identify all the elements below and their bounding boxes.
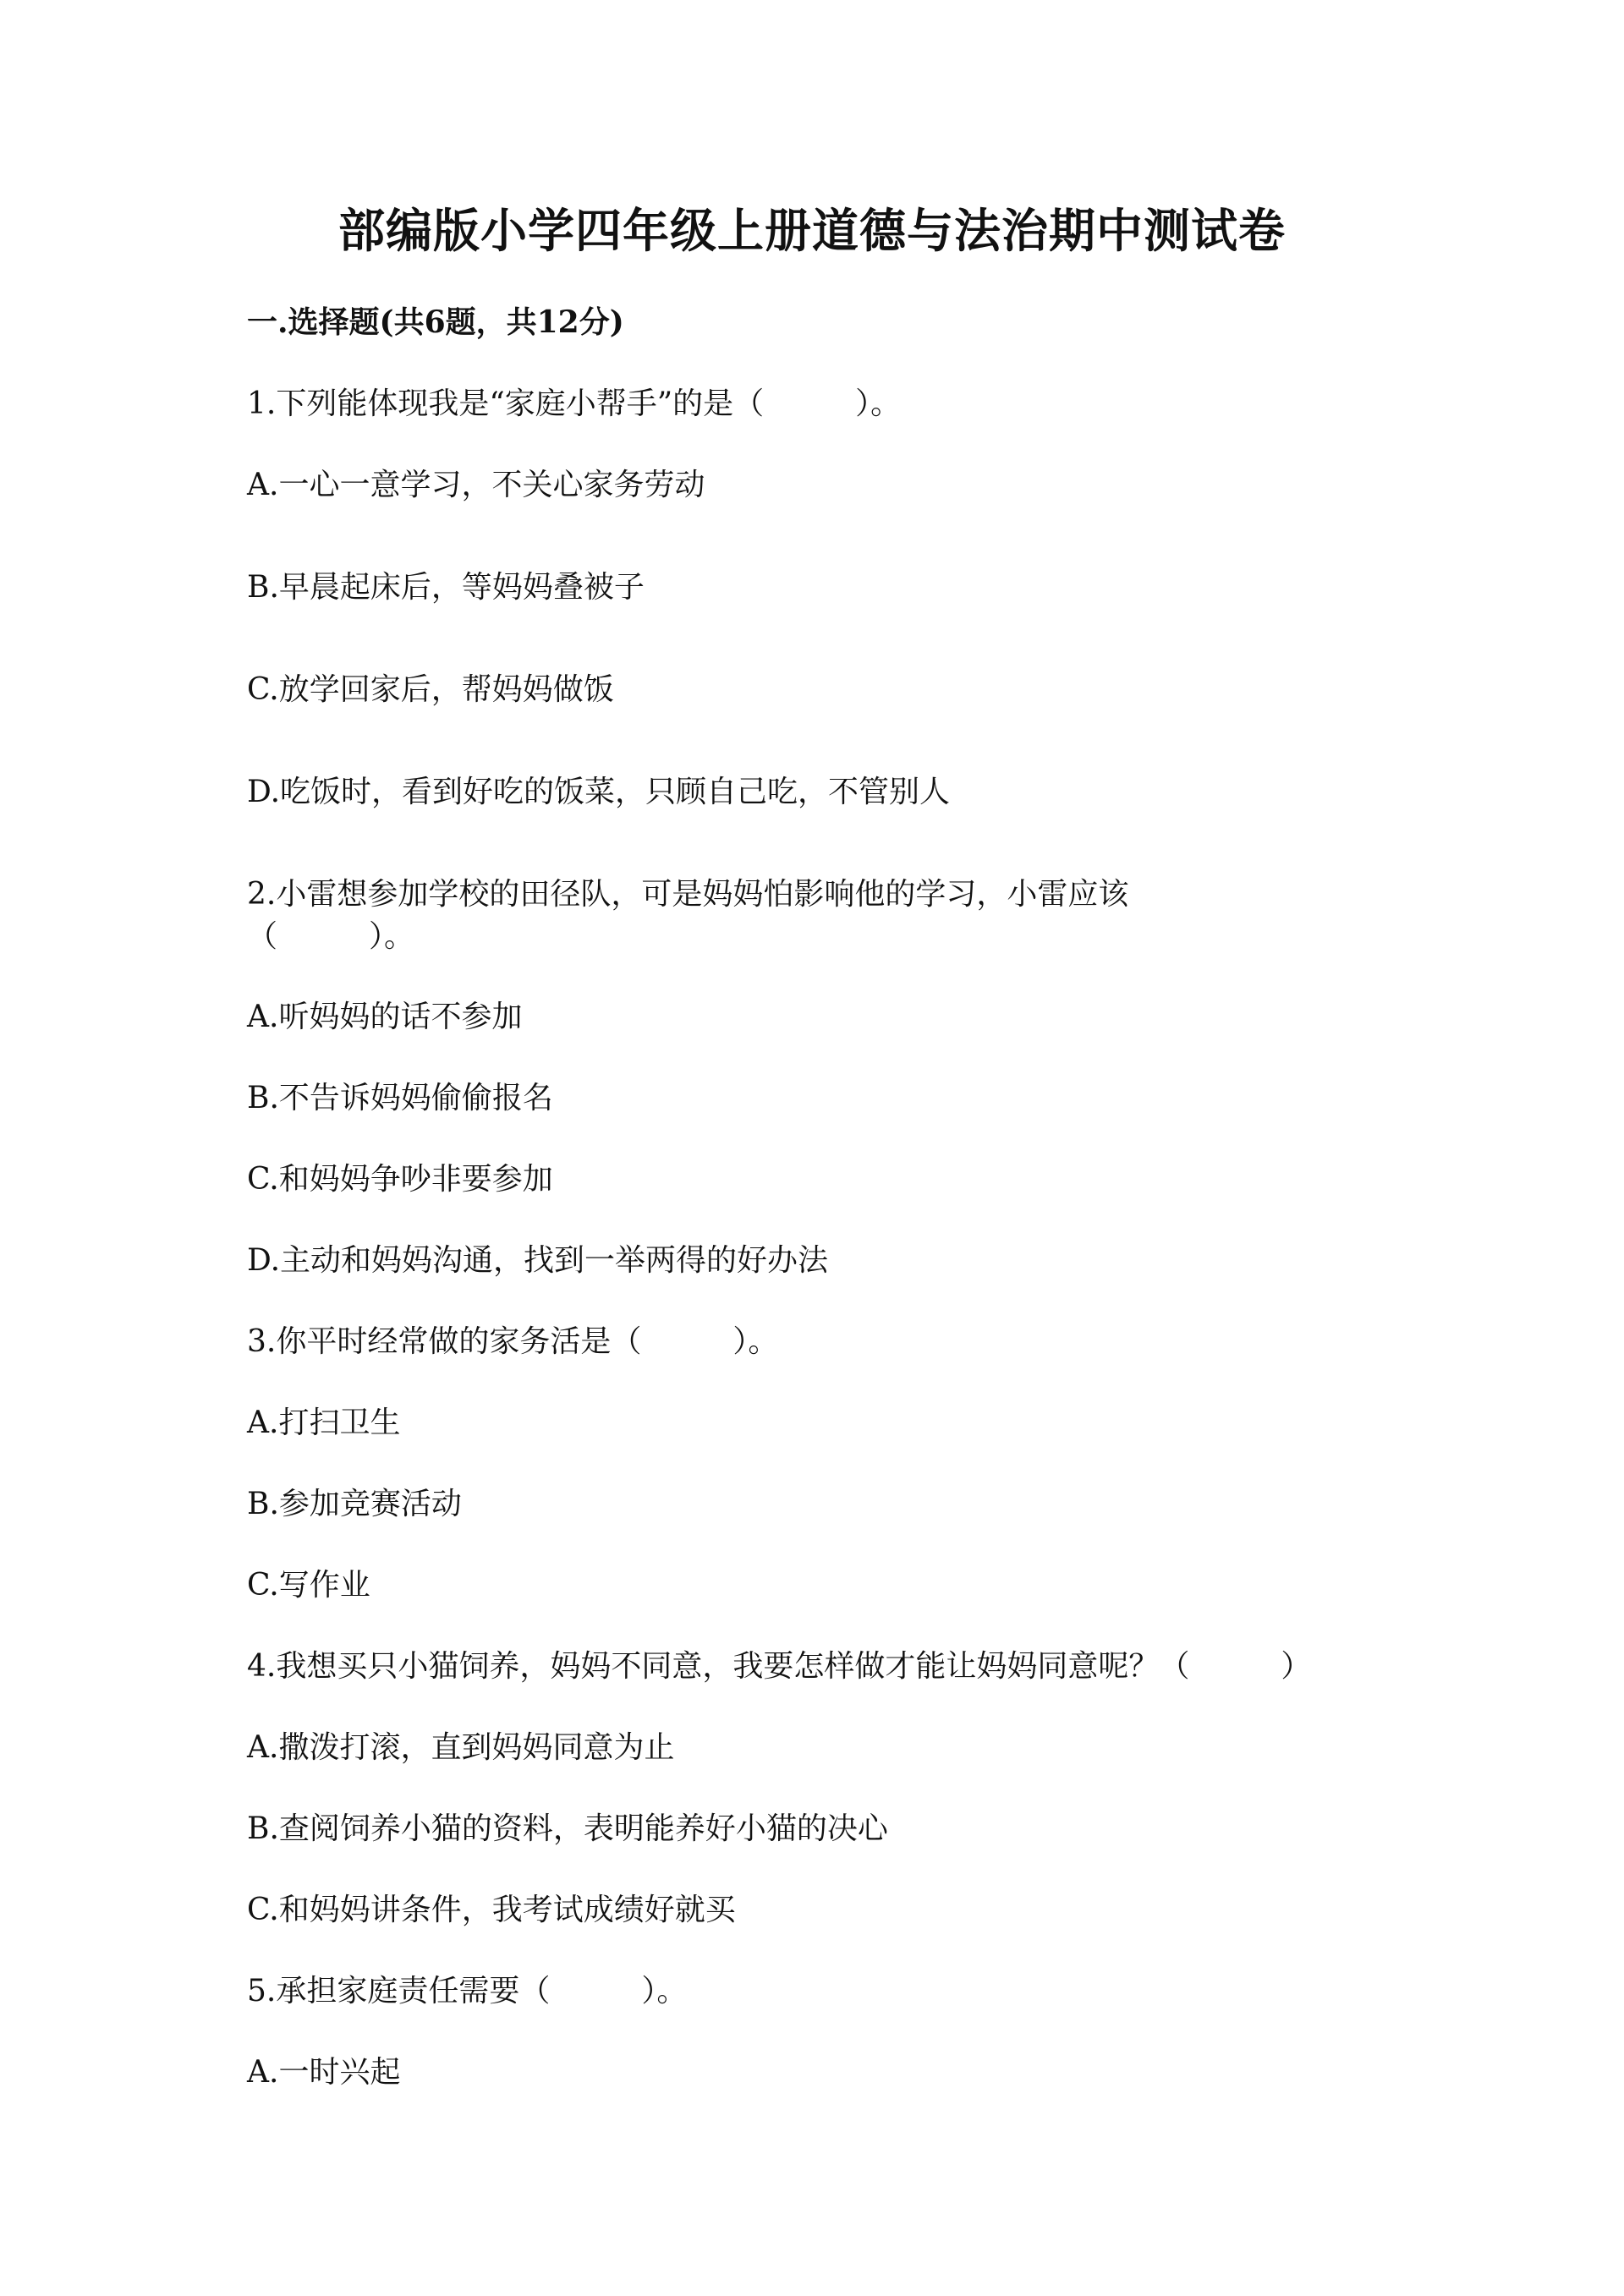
question-5-stem: 5.承担家庭责任需要（ ）。 [247, 1974, 688, 2008]
question-2-stem-continued: （ ）。 [247, 919, 415, 954]
question-5-option-a: A.一时兴起 [247, 2055, 401, 2090]
question-1-option-b: B.早晨起床后，等妈妈叠被子 [247, 570, 645, 605]
question-1-option-d: D.吃饭时，看到好吃的饭菜，只顾自己吃，不管别人 [247, 775, 951, 809]
question-1-stem: 1.下列能体现我是“家庭小帮手”的是（ ）。 [247, 386, 902, 421]
question-4-stem: 4.我想买只小猫饲养，妈妈不同意，我要怎样做才能让妈妈同意呢？（ ） [247, 1649, 1312, 1684]
question-2-option-d: D.主动和妈妈沟通，找到一举两得的好办法 [247, 1243, 829, 1278]
page-title: 部编版小学四年级上册道德与法治期中测试卷 [337, 203, 1286, 258]
question-4-option-a: A.撒泼打滚，直到妈妈同意为止 [247, 1730, 675, 1765]
question-3-option-b: B.参加竞赛活动 [247, 1487, 462, 1521]
section-heading: 一.选择题(共6题，共12分) [247, 304, 624, 340]
question-4-option-c: C.和妈妈讲条件，我考试成绩好就买 [247, 1893, 736, 1927]
question-3-option-c: C.写作业 [247, 1568, 370, 1603]
question-4-option-b: B.查阅饲养小猫的资料，表明能养好小猫的决心 [247, 1811, 888, 1846]
question-1-option-c: C.放学回家后，帮妈妈做饭 [247, 672, 614, 707]
question-1-option-a: A.一心一意学习，不关心家务劳动 [247, 468, 705, 502]
question-3-option-a: A.打扫卫生 [247, 1406, 401, 1440]
question-2-option-b: B.不告诉妈妈偷偷报名 [247, 1081, 553, 1115]
question-2-option-a: A.听妈妈的话不参加 [247, 1000, 523, 1034]
question-3-stem: 3.你平时经常做的家务活是（ ）。 [247, 1324, 779, 1359]
question-2-option-c: C.和妈妈争吵非要参加 [247, 1162, 553, 1197]
question-2-stem: 2.小雷想参加学校的田径队，可是妈妈怕影响他的学习，小雷应该 [247, 877, 1129, 912]
